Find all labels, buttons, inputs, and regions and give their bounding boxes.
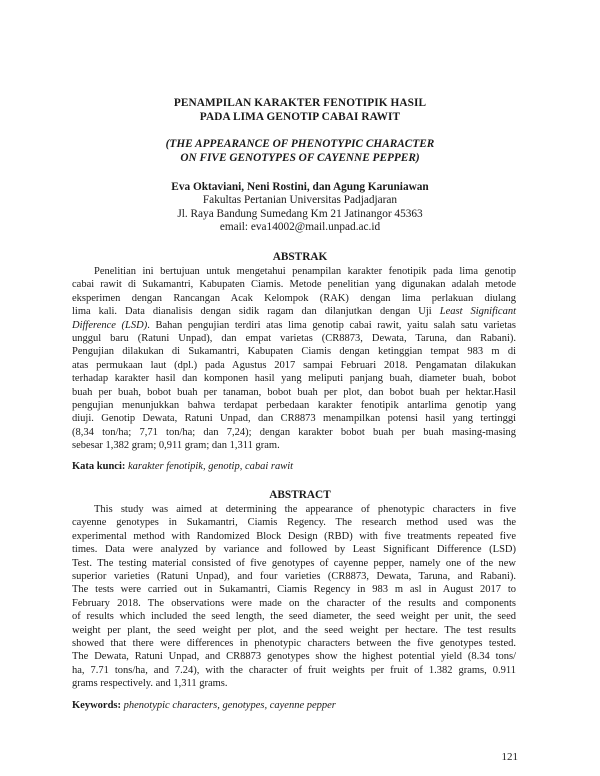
abstrak-line: [72, 305, 516, 318]
abstrak-line: diuji. Genotip Dewata, Ratuni Unpad, dan CR8873 menampilkan potensi hasil yang tertinggi: [72, 413, 516, 425]
authors: Eva Oktaviani, Neni Rostini, dan Agung Karuniawan: [171, 181, 429, 193]
abstrak-line-italic: Least Significant: [439, 306, 516, 318]
abstrak-line: (8,34 ton/ha; 7,71 ton/ha; dan 7,24); dengan karakter bobot buah per buah masing-masing: [72, 426, 516, 438]
abstract-line: The Dewata, Ratuni Unpad, and CR8873 genotypes show the highest potential yield (8.34 tons/: [72, 651, 516, 663]
abstract-heading: ABSTRACT: [269, 489, 331, 501]
abstract-line: February 2018. The observations were made on the character of the results and components: [72, 597, 516, 609]
abstrak-line: atas permukaan laut (dpl.) pada Agustus 2017 sampai Februari 2018. Pengamatan dilakukan: [72, 359, 516, 371]
abstract-body: [72, 503, 516, 691]
abstract-line: times. Data were analyzed by variance and followed by Least Significant Difference (LSD): [72, 544, 516, 556]
abstrak-line: pengujian menunjukkan bahwa terdapat perbedaan karakter fenotipik antarlima genotip yang: [72, 400, 516, 412]
abstrak-line-text: . Bahan pengujian terdiri atas lima genotip cabai rawit, yaitu salah satu varietas: [147, 319, 516, 331]
kata-kunci-label: Kata kunci:: [72, 461, 126, 472]
abstrak-line: unggul baru (Ratuni Unpad), dan empat varietas (CR8873, Dewata, Taruna, dan Rabani).: [72, 333, 516, 345]
abstrak-line: Pengujian dilakukan di Sukamantri, Kabupaten Ciamis dengan ketinggian tempat 983 m di: [72, 346, 516, 358]
affiliation-faculty: Fakultas Pertanian Universitas Padjadjaran: [202, 194, 398, 206]
abstract-line: superior varieties (Ratuni Unpad), and four varieties (CR8873, Dewata, Taruna, and Rabani).: [72, 571, 516, 583]
paper-subtitle: [0, 137, 600, 165]
affiliation: [0, 194, 600, 235]
subtitle-line-1: (THE APPEARANCE OF PHENOTYPIC CHARACTER: [165, 138, 435, 150]
kata-kunci-values: karakter fenotipik, genotip, cabai rawit: [128, 461, 294, 472]
subtitle-line-2: ON FIVE GENOTYPES OF CAYENNE PEPPER): [180, 152, 420, 164]
abstract-line: This study was aimed at determining the appearance of phenotypic characters in five: [94, 504, 516, 515]
kata-kunci: [72, 460, 516, 473]
abstract-line: Test. The testing material consisted of five genotypes of cayenne pepper, namely one of the new: [72, 557, 516, 569]
keywords-label: Keywords:: [72, 700, 121, 711]
keywords: [72, 699, 516, 712]
abstract-line: experimental method with Randomized Block Design (RBD) with five treatments repeated five: [72, 530, 516, 542]
keywords-values: phenotypic characters, genotypes, cayenne pepper: [123, 700, 336, 711]
abstract-line: of results which included the seed length, the seed diameter, the seed weight per unit, the seed: [72, 611, 516, 623]
abstrak-body: [72, 265, 516, 453]
abstrak-line: [72, 319, 516, 332]
abstract-line: weight per plant, the seed weight per plot, and the seed weight per hectare. The test results: [72, 624, 516, 636]
abstrak-line: cabai rawit di Sukamantri, Kabupaten Ciamis. Metode penelitian yang digunakan adalah metode: [72, 279, 516, 291]
abstrak-line-text: lima kali. Data dianalisis dengan sidik ragam dan dilanjutkan dengan Uji: [72, 306, 440, 318]
abstrak-line: sebesar 1,382 gram; 0,911 gram; dan 1,311 gram.: [72, 440, 280, 452]
abstract-line: The tests were carried out in Sukamantri, Ciamis Regency in 983 m asl in August 2017 to: [72, 584, 516, 596]
abstract-line: ha, 7.71 tons/ha, and 7.24), with the character of fruit weights per fruit of 1.382 grams, 0.911: [72, 664, 516, 676]
page-number: 121: [501, 751, 518, 763]
abstract-line: showed that there were differences in phenotypic characters between the five genotypes tested.: [72, 638, 516, 650]
paper-title: [0, 96, 600, 124]
abstrak-line: terhadap karakter hasil dan komponen hasil yang meliputi panjang buah, diameter buah, bobot: [72, 373, 516, 385]
title-line-2: PADA LIMA GENOTIP CABAI RAWIT: [199, 111, 401, 123]
abstract-line: cayenne genotypes in Sukamantri, Ciamis Regency. The research method used was the: [72, 517, 516, 529]
title-line-1: PENAMPILAN KARAKTER FENOTIPIK HASIL: [173, 97, 427, 109]
abstrak-line-italic: Difference (LSD): [72, 319, 148, 331]
abstrak-heading: ABSTRAK: [272, 251, 328, 263]
abstrak-line: eksperimen dengan Rancangan Acak Kelompok (RAK) dengan lima perlakuan diulang: [72, 292, 516, 304]
abstrak-line: Penelitian ini bertujuan untuk mengetahui penampilan karakter fenotipik pada lima genotip: [94, 266, 516, 277]
affiliation-address: Jl. Raya Bandung Sumedang Km 21 Jatinangor 45363: [177, 207, 423, 220]
abstrak-line: buah per buah, bobot buah per tanaman, bobot buah per plot, dan bobot buah per hektar.Hasil: [72, 386, 516, 398]
affiliation-email: email: eva14002@mail.unpad.ac.id: [219, 221, 381, 233]
abstract-line: grams respectively. and 1,311 grams.: [72, 678, 228, 690]
